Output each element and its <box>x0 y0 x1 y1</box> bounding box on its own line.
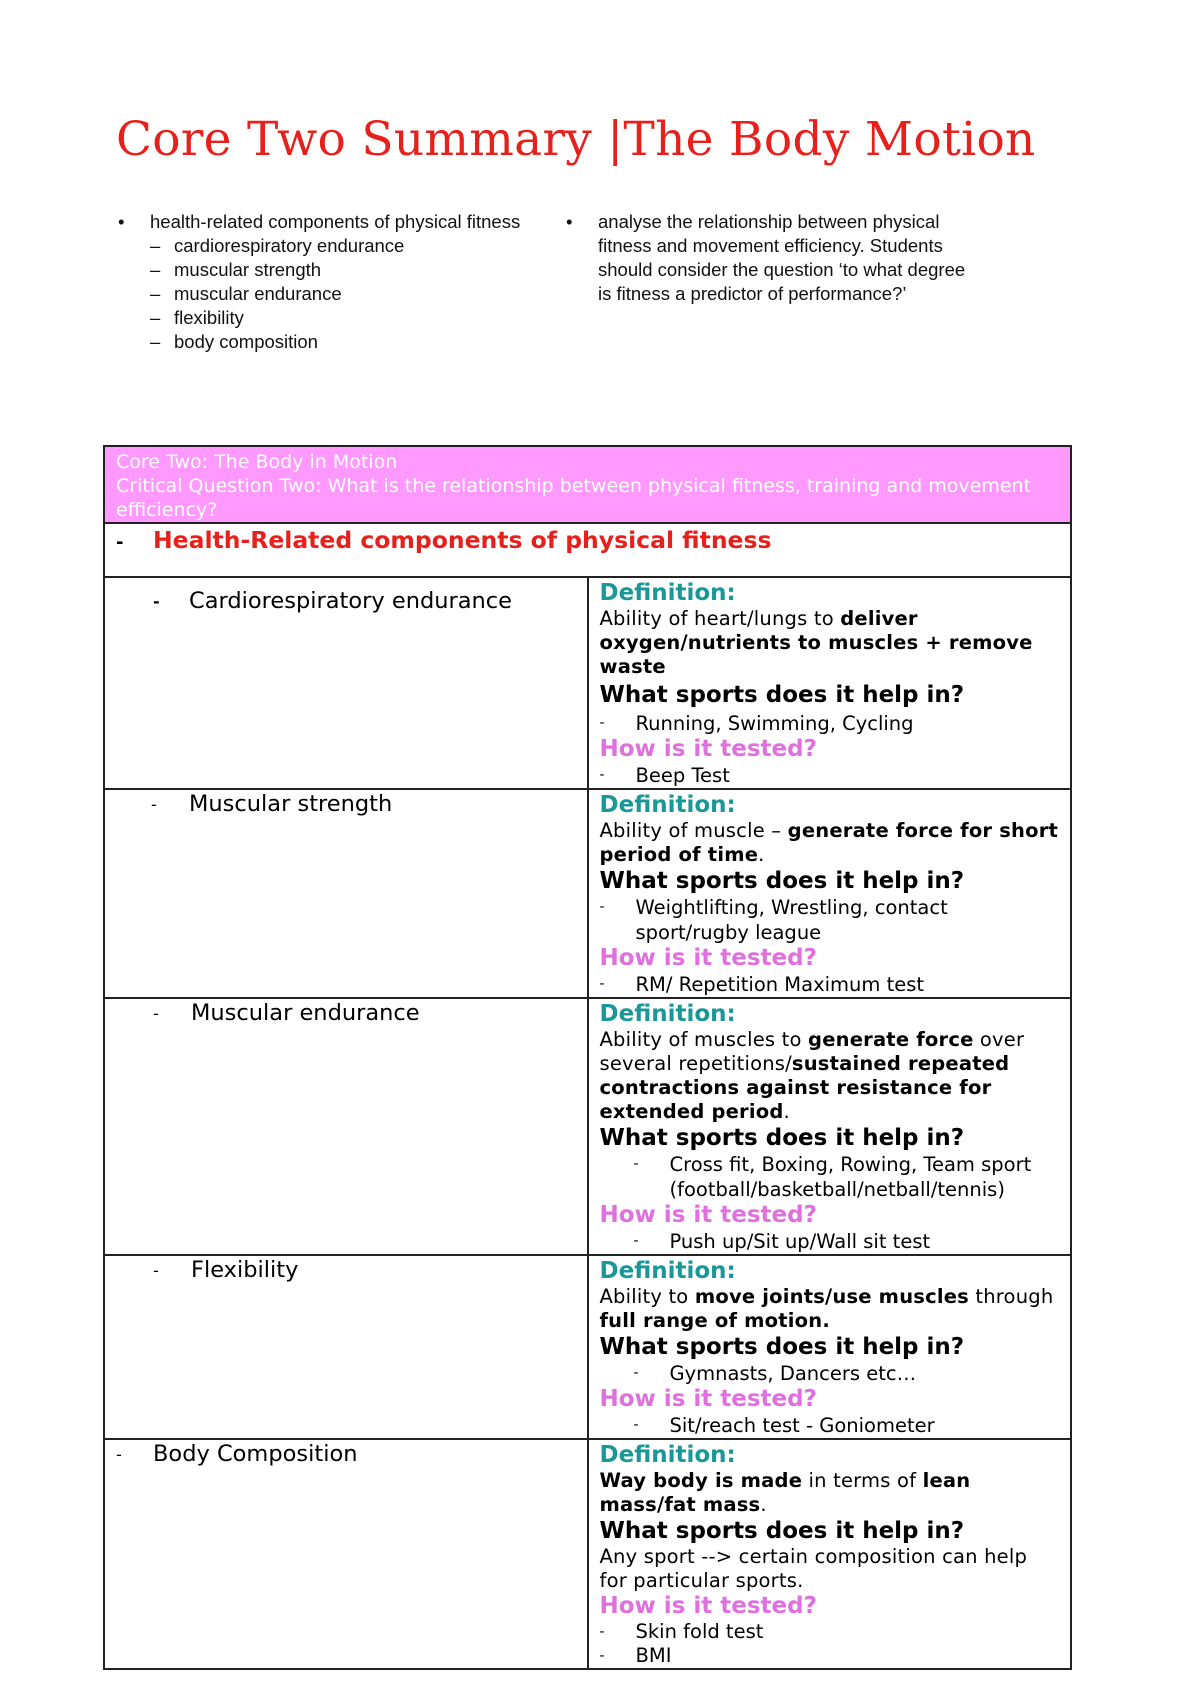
table-header <box>104 446 1071 523</box>
sports-label: What sports does it help in? <box>599 682 965 708</box>
test-item: Push up/Sit up/Wall sit test <box>669 1230 931 1253</box>
component-name: Cardiorespiratory endurance <box>189 588 513 614</box>
table-row <box>104 998 1071 1255</box>
tested-label: How is it tested? <box>599 1386 817 1412</box>
definition-label: Definition: <box>599 580 736 606</box>
bullet-icon: • <box>566 211 573 232</box>
component-name: Flexibility <box>191 1257 299 1283</box>
table-row <box>104 577 1071 789</box>
tested-label: How is it tested? <box>599 736 817 762</box>
detail-cell: Definition: Way body is made in terms of lean mass/fat mass. What sports does it help in? Any sport --> certain composition can help for particular sports. How is it tested? - Skin fold test - BMI <box>588 1439 1072 1669</box>
bullet-icon: • <box>118 211 125 232</box>
detail-cell: Definition: Ability to move joints/use muscles through full range of motion. What sports does it help in? - Gymnasts, Dancers etc… How is it tested? - Sit/reach test - Goniometer <box>588 1255 1072 1439</box>
tested-label: How is it tested? <box>599 1593 817 1619</box>
component-cell: - Cardiorespiratory endurance <box>104 577 588 789</box>
syllabus-subitem: cardiorespiratory endurance <box>174 235 405 256</box>
tested-label: How is it tested? <box>599 945 817 971</box>
component-cell: - Flexibility <box>104 1255 588 1439</box>
test-item: Beep Test <box>635 764 730 787</box>
table-row <box>104 1439 1071 1669</box>
definition-text: Ability to move joints/use muscles through full range of motion. <box>599 1285 1054 1332</box>
tested-label: How is it tested? <box>599 1202 817 1228</box>
sports-label: What sports does it help in? <box>599 868 965 894</box>
test-item: Sit/reach test - Goniometer <box>669 1414 935 1437</box>
sport-text: Any sport --> certain composition can help for particular sports. <box>599 1545 1028 1592</box>
definition-text: Way body is made in terms of lean mass/fat mass. <box>599 1469 971 1516</box>
definition-label: Definition: <box>599 1442 736 1468</box>
component-cell: - Muscular endurance <box>104 998 588 1255</box>
section-heading-row: - Health-Related components of physical fitness <box>104 523 1071 577</box>
syllabus-left: • health-related components of physical fitness – cardiorespiratory endurance – muscular strength – muscular endurance – flexibility – body composition <box>118 211 521 352</box>
component-name: Muscular strength <box>189 791 393 817</box>
sports-label: What sports does it help in? <box>599 1125 965 1151</box>
detail-cell: Definition: Ability of muscles to generate force over several repetitions/sustained repeated contractions against resistance for extended period. What sports does it help in? - Cross fit, Boxing, Rowing, Team sport (football/basketball/netball/tennis) How is it tested? - Push up/Sit up/Wall sit test <box>588 998 1072 1255</box>
test-item: Skin fold test <box>635 1620 764 1643</box>
table-row <box>104 789 1071 998</box>
sports-label: What sports does it help in? <box>599 1518 965 1544</box>
syllabus-subitem: muscular endurance <box>174 283 342 304</box>
component-name: Body Composition <box>153 1441 358 1467</box>
definition-text: Ability of muscle – generate force for short period of time. <box>599 819 1059 866</box>
table-row <box>104 1255 1071 1439</box>
definition-text: Ability of muscles to generate force over several repetitions/sustained repeated contractions against resistance for extended period. <box>599 1028 1025 1123</box>
detail-cell: Definition: Ability of heart/lungs to deliver oxygen/nutrients to muscles + remove waste What sports does it help in? - Running, Swimming, Cycling How is it tested? - Beep Test <box>588 577 1072 789</box>
header-question: Critical Question Two: What is the relationship between physical fitness, training and movement efficiency? <box>116 475 1032 521</box>
definition-text: Ability of heart/lungs to deliver oxygen/nutrients to muscles + remove waste <box>599 607 1033 678</box>
definition-label: Definition: <box>599 1001 736 1027</box>
sport-item: Running, Swimming, Cycling <box>635 712 914 735</box>
sport-item: Cross fit, Boxing, Rowing, Team sport (football/basketball/netball/tennis) <box>669 1153 1032 1201</box>
syllabus-bullet: analyse the relationship between physical fitness and movement efficiency. Students should consider the question ‘to what degree is fitness a predictor of performance?’ <box>598 211 966 304</box>
syllabus-subitem: muscular strength <box>174 259 322 280</box>
syllabus-bullet: health-related components of physical fitness <box>150 211 521 232</box>
page-title: Core Two Summary |The Body Motion <box>116 112 1036 167</box>
sports-label: What sports does it help in? <box>599 1334 965 1360</box>
definition-label: Definition: <box>599 1258 736 1284</box>
section-title: Health-Related components of physical fitness <box>153 526 772 554</box>
definition-label: Definition: <box>599 792 736 818</box>
component-cell: - Body Composition <box>104 1439 588 1669</box>
component-cell: - Muscular strength <box>104 789 588 998</box>
syllabus-right <box>566 210 966 306</box>
header-core: Core Two: The Body in Motion <box>116 451 398 473</box>
test-item: BMI <box>635 1644 672 1667</box>
component-name: Muscular endurance <box>191 1000 420 1026</box>
syllabus-subitem: body composition <box>174 331 318 352</box>
test-item: RM/ Repetition Maximum test <box>635 973 925 996</box>
syllabus-subitem: flexibility <box>174 307 244 328</box>
sport-item: Gymnasts, Dancers etc… <box>669 1362 917 1385</box>
sport-item: Weightlifting, Wrestling, contact sport/rugby league <box>635 896 948 944</box>
detail-cell: Definition: Ability of muscle – generate force for short period of time. What sports does it help in? - Weightlifting, Wrestling, contact sport/rugby league How is it tested? - RM/ Repetition Maximum test <box>588 789 1072 998</box>
summary-table <box>103 445 1072 1670</box>
